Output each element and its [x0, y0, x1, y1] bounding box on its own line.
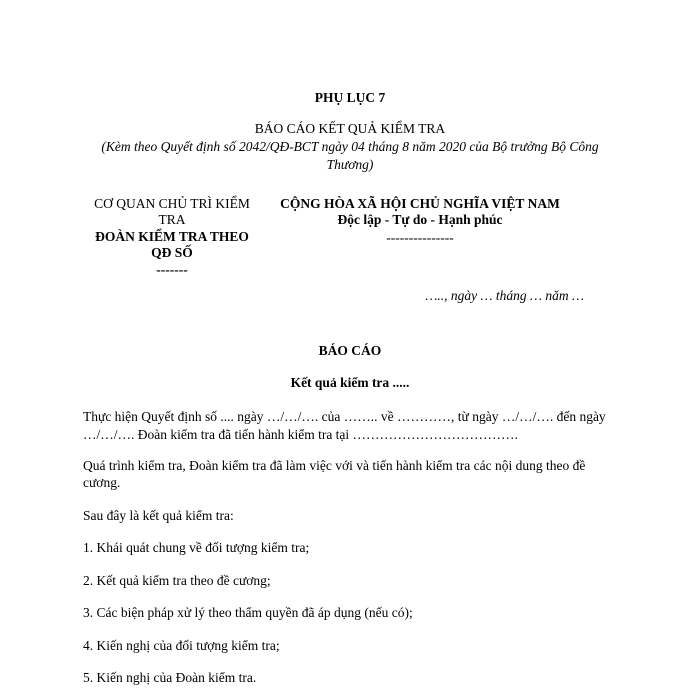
list-item: 1. Khái quát chung về đối tượng kiểm tra; — [83, 540, 310, 555]
paragraph-1-line-1: Thực hiện Quyết định số .... ngày …/…/…. của …….. về …………, từ ngày …/…/…. đến ngày — [83, 409, 606, 424]
national-motto: Độc lập - Tự do - Hạnh phúc — [337, 212, 503, 227]
left-header-divider: ------- — [156, 262, 188, 277]
list-item: 5. Kiến nghị của Đoàn kiểm tra. — [83, 670, 257, 685]
inspection-team-line2: QĐ SỐ — [151, 245, 193, 260]
form-subtitle-line2: Thương) — [326, 157, 374, 172]
report-title: BÁO CÁO — [318, 343, 382, 358]
results-intro: Sau đây là kết quả kiểm tra: — [83, 508, 234, 523]
appendix-title: PHỤ LỤC 7 — [314, 90, 386, 105]
date-line: ….., ngày … tháng … năm … — [425, 288, 584, 303]
form-subtitle-line1: (Kèm theo Quyết định số 2042/QĐ-BCT ngày 04 tháng 8 năm 2020 của Bộ trưởng Bộ Công — [101, 139, 599, 154]
agency-name-line2: TRA — [158, 212, 186, 227]
agency-name-line1: CƠ QUAN CHỦ TRÌ KIỂM — [94, 196, 250, 211]
list-item: 3. Các biện pháp xử lý theo thẩm quyền đã áp dụng (nếu có); — [83, 605, 413, 620]
list-item: 4. Kiến nghị của đối tượng kiểm tra; — [83, 638, 280, 653]
report-subtitle: Kết quả kiểm tra ..... — [290, 375, 410, 390]
form-title: BÁO CÁO KẾT QUẢ KIỂM TRA — [254, 121, 446, 136]
right-header-divider: --------------- — [386, 230, 454, 245]
paragraph-2-line-1: Quá trình kiểm tra, Đoàn kiểm tra đã làm việc với và tiến hành kiểm tra các nội dung theo đề — [83, 458, 586, 473]
paragraph-1-line-2: …/…/…. Đoàn kiểm tra đã tiến hành kiểm tra tại ………………………………. — [83, 427, 518, 442]
national-title: CỘNG HÒA XÃ HỘI CHỦ NGHĨA VIỆT NAM — [280, 196, 560, 211]
paragraph-2-line-2: cương. — [83, 475, 121, 490]
list-item: 2. Kết quả kiểm tra theo đề cương; — [83, 573, 271, 588]
inspection-team-line1: ĐOÀN KIỂM TRA THEO — [95, 229, 249, 244]
